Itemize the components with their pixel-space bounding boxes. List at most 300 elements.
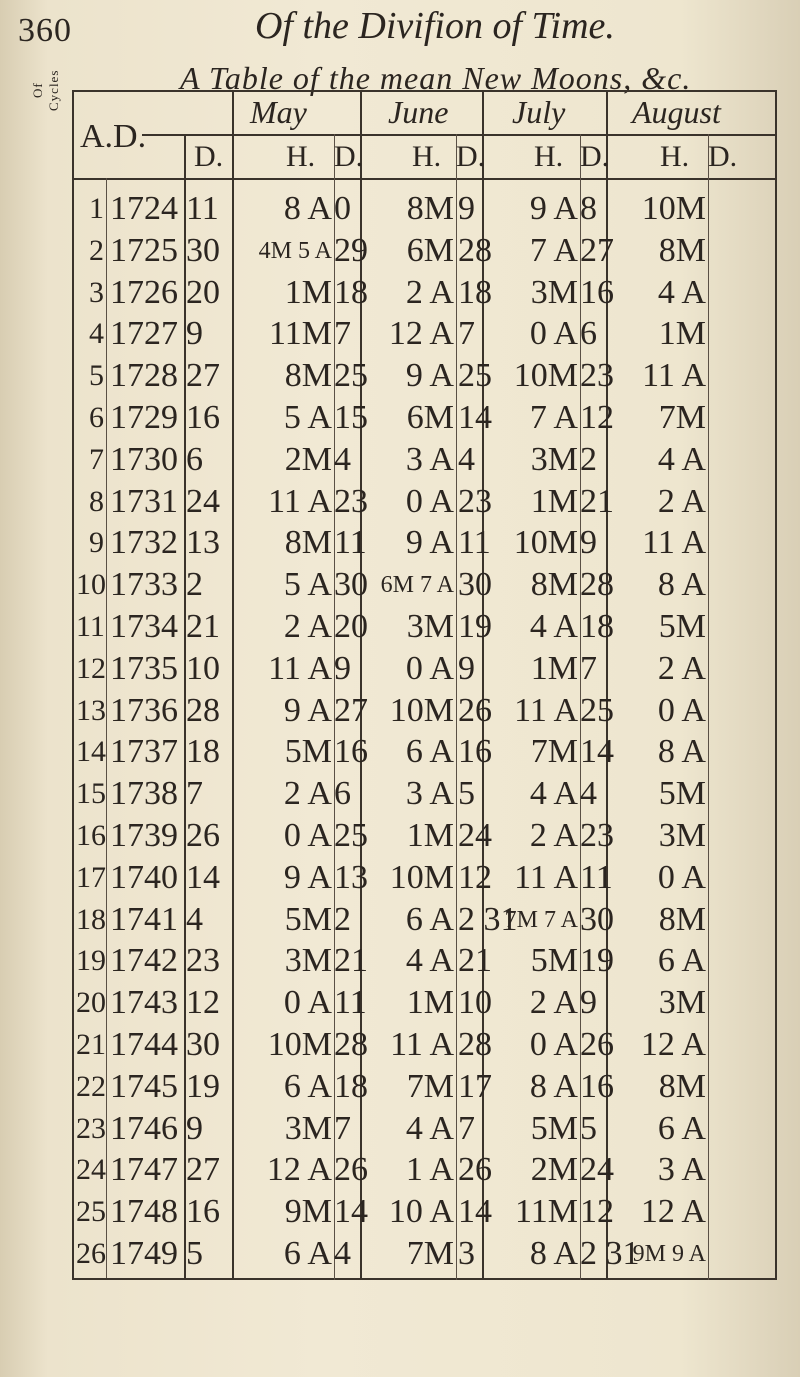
june-hour: 10M	[389, 691, 454, 729]
row-number: 20	[76, 986, 106, 1020]
june-hour: 10M	[389, 858, 454, 896]
year: 1746	[110, 1109, 178, 1147]
row-number: 9	[89, 526, 104, 560]
july-day: 27	[580, 231, 614, 269]
day: 30	[186, 1026, 220, 1063]
may-hour: 3M	[284, 1109, 332, 1147]
year: 1744	[110, 1026, 178, 1063]
june-hour: 6M	[406, 231, 454, 269]
may-day: 21	[334, 942, 368, 980]
may-day: 11	[334, 984, 367, 1022]
row-number: 6	[89, 401, 104, 434]
day: 16	[186, 1193, 220, 1231]
july-day: 28	[580, 566, 614, 604]
row-number: 22	[76, 1069, 106, 1103]
table-row	[72, 938, 777, 984]
day: 9	[186, 1109, 203, 1147]
day: 27	[186, 1151, 220, 1189]
july-day: 9	[580, 524, 597, 562]
may-day: 16	[334, 733, 368, 771]
aug-hour: 8M	[658, 900, 706, 938]
table-row	[72, 646, 777, 692]
june-day: 17	[458, 1067, 492, 1105]
day: 24	[186, 482, 220, 520]
row-number: 4	[89, 317, 104, 351]
july-day: 7	[580, 649, 597, 687]
row-number: 23	[76, 1111, 106, 1145]
year: 1733	[110, 566, 178, 604]
june-day: 10	[458, 984, 492, 1022]
june-hour: 1M	[406, 817, 454, 854]
may-hour: 1M	[284, 273, 332, 311]
july-hour: 11 A	[514, 858, 578, 896]
july-day: 16	[580, 273, 614, 311]
june-hour: 2 A	[405, 273, 454, 311]
june-day: 11	[458, 524, 491, 562]
may-hour: 5 A	[283, 566, 332, 604]
aug-hour: 0 A	[657, 858, 706, 896]
aug-hour: 3M	[658, 984, 706, 1022]
table-row	[72, 1231, 777, 1277]
row-number: 21	[76, 1028, 106, 1061]
year: 1739	[110, 817, 178, 854]
july-day: 19	[580, 942, 614, 980]
may-hour: 2M	[284, 440, 332, 478]
aug-hour: 6 A	[657, 942, 706, 980]
year: 1724	[110, 190, 178, 227]
aug-hour: 5M	[658, 775, 706, 813]
table-row	[72, 729, 777, 775]
aug-hour: 8M	[658, 231, 706, 269]
june-day: 28	[458, 231, 492, 269]
header-august: August	[632, 94, 721, 130]
year: 1728	[110, 357, 178, 395]
july-day: 14	[580, 733, 614, 771]
may-day: 30	[334, 566, 368, 604]
subheader-may-h: H.	[286, 140, 316, 173]
subheader-june-h: H.	[412, 140, 442, 173]
row-number: 15	[76, 777, 106, 811]
june-hour: 0 A	[405, 482, 454, 520]
row-number: 12	[76, 651, 106, 685]
july-day: 9	[580, 984, 597, 1022]
may-hour: 0 A	[283, 817, 332, 854]
july-hour: 2 A	[529, 984, 578, 1022]
june-hour: 9 A	[405, 357, 454, 395]
july-day: 24	[580, 1151, 614, 1189]
may-day: 25	[334, 357, 368, 395]
day: 16	[186, 399, 220, 436]
day: 21	[186, 608, 220, 645]
june-hour: 8M	[406, 190, 454, 227]
header-july: July	[512, 94, 566, 130]
year: 1734	[110, 608, 178, 645]
aug-hour: 12 A	[640, 1026, 706, 1063]
header-may: May	[250, 94, 307, 130]
july-day: 2	[580, 440, 597, 478]
may-day: 4	[334, 1235, 351, 1272]
june-day: 3	[458, 1235, 475, 1272]
may-day: 27	[334, 691, 368, 729]
table-row	[72, 688, 777, 734]
aug-hour: 7M	[658, 399, 706, 436]
july-day: 6	[580, 315, 597, 353]
day: 18	[186, 733, 220, 771]
day: 5	[186, 1235, 203, 1272]
june-hour: 9 A	[405, 524, 454, 562]
moons-table	[72, 90, 777, 1280]
july-hour: 1M	[530, 482, 578, 520]
may-day: 15	[334, 399, 368, 436]
aug-hour: 4 A	[657, 440, 706, 478]
page-number: 360	[18, 12, 72, 49]
table-row	[72, 813, 777, 859]
july-day: 8	[580, 190, 597, 227]
table-row	[72, 395, 777, 441]
may-day: 13	[334, 858, 368, 896]
may-day: 28	[334, 1026, 368, 1063]
may-day: 9	[334, 649, 351, 687]
subheader-aug-d: D.	[708, 140, 738, 173]
july-hour: 7 A	[529, 399, 578, 436]
aug-hour: 8M	[658, 1067, 706, 1105]
table-row	[72, 1064, 777, 1110]
subheader-may-d: D.	[334, 140, 364, 173]
june-hour: 0 A	[405, 649, 454, 687]
june-day: 30	[458, 566, 492, 604]
july-hour: 8 A	[529, 1235, 578, 1272]
june-hour: 6M	[406, 399, 454, 436]
aug-hour: 8 A	[657, 733, 706, 771]
aug-hour: 8 A	[657, 566, 706, 604]
row-number: 3	[89, 275, 104, 309]
table-row	[72, 353, 777, 399]
day: 9	[186, 315, 203, 353]
may-day: 23	[334, 482, 368, 520]
june-day: 2 31	[458, 900, 518, 938]
july-hour: 5M	[530, 942, 578, 980]
may-day: 2	[334, 900, 351, 938]
header-june: June	[388, 94, 449, 130]
row-number: 14	[76, 735, 106, 769]
aug-hour: 2 A	[657, 649, 706, 687]
june-hour: 11 A	[390, 1026, 454, 1063]
june-hour: 3 A	[405, 775, 454, 813]
header-mid-rule	[142, 134, 777, 136]
year: 1727	[110, 315, 178, 353]
may-hour: 9 A	[283, 691, 332, 729]
june-hour: 6 A	[405, 900, 454, 938]
june-day: 23	[458, 482, 492, 520]
july-day: 18	[580, 608, 614, 645]
table-row	[72, 479, 777, 525]
day: 10	[186, 649, 220, 687]
aug-hour: 4 A	[657, 273, 706, 311]
table-row	[72, 1106, 777, 1152]
aug-hour: 6 A	[657, 1109, 706, 1147]
table-row	[72, 562, 777, 608]
june-day: 9	[458, 649, 475, 687]
aug-hour: 10M	[641, 190, 706, 227]
may-hour: 0 A	[283, 984, 332, 1022]
day: 11	[186, 190, 219, 227]
row-number: 13	[76, 693, 106, 727]
july-hour: 11 A	[514, 691, 578, 729]
june-hour: 3 A	[405, 440, 454, 478]
may-day: 26	[334, 1151, 368, 1189]
day: 23	[186, 942, 220, 980]
year: 1726	[110, 273, 178, 311]
may-day: 7	[334, 315, 351, 353]
may-hour: 4M 5 A	[258, 237, 332, 264]
june-day: 14	[458, 399, 492, 436]
june-hour: 1M	[406, 984, 454, 1022]
year: 1731	[110, 482, 178, 520]
may-day: 20	[334, 608, 368, 645]
year: 1735	[110, 649, 178, 687]
july-hour: 2M	[530, 1151, 578, 1189]
july-hour: 7M 7 A	[504, 906, 578, 933]
table-row	[72, 897, 777, 943]
june-day: 5	[458, 775, 475, 813]
day: 6	[186, 440, 203, 478]
july-hour: 4 A	[529, 608, 578, 645]
june-day: 26	[458, 691, 492, 729]
june-day: 18	[458, 273, 492, 311]
june-day: 14	[458, 1193, 492, 1231]
may-day: 11	[334, 524, 367, 562]
row-number: 25	[76, 1195, 106, 1229]
july-hour: 10M	[513, 357, 578, 395]
year: 1743	[110, 984, 178, 1022]
june-hour: 3M	[406, 608, 454, 645]
aug-hour: 0 A	[657, 691, 706, 729]
header-bottom-rule	[72, 178, 777, 180]
row-number: 8	[89, 484, 104, 518]
row-number: 16	[76, 819, 106, 852]
day: 19	[186, 1067, 220, 1105]
year: 1738	[110, 775, 178, 813]
subheader-d: D.	[194, 140, 224, 173]
june-hour: 7M	[406, 1067, 454, 1105]
table-row	[72, 1022, 777, 1068]
june-day: 21	[458, 942, 492, 980]
may-day: 18	[334, 1067, 368, 1105]
may-hour: 9 A	[283, 858, 332, 896]
aug-hour: 1M	[658, 315, 706, 353]
table-row	[72, 311, 777, 357]
june-hour: 7M	[406, 1235, 454, 1272]
year: 1737	[110, 733, 178, 771]
table-row	[72, 228, 777, 274]
june-day: 12	[458, 858, 492, 896]
july-day: 25	[580, 691, 614, 729]
may-day: 0	[334, 190, 351, 227]
july-hour: 9 A	[529, 190, 578, 227]
aug-hour: 11 A	[642, 357, 706, 395]
year: 1729	[110, 399, 178, 436]
aug-hour: 3 A	[657, 1151, 706, 1189]
july-hour: 8M	[530, 566, 578, 604]
june-day: 24	[458, 817, 492, 854]
july-day: 12	[580, 1193, 614, 1231]
may-hour: 11 A	[268, 649, 332, 687]
may-hour: 2 A	[283, 608, 332, 645]
july-hour: 5M	[530, 1109, 578, 1147]
july-hour: 8 A	[529, 1067, 578, 1105]
row-number: 7	[89, 442, 104, 476]
may-hour: 2 A	[283, 775, 332, 813]
day: 12	[186, 984, 220, 1022]
year: 1745	[110, 1067, 178, 1105]
june-hour: 1 A	[405, 1151, 454, 1189]
july-day: 23	[580, 817, 614, 854]
side-label: Of Cycles	[30, 69, 61, 111]
june-day: 9	[458, 190, 475, 227]
row-number: 24	[76, 1153, 106, 1187]
june-day: 7	[458, 1109, 475, 1147]
may-day: 6	[334, 775, 351, 813]
july-day: 11	[580, 858, 613, 896]
june-day: 16	[458, 733, 492, 771]
july-hour: 11M	[515, 1193, 578, 1231]
table-row	[72, 270, 777, 316]
june-day: 19	[458, 608, 492, 645]
may-hour: 11M	[269, 315, 332, 353]
july-hour: 10M	[513, 524, 578, 562]
aug-hour: 12 A	[640, 1193, 706, 1231]
may-hour: 12 A	[266, 1151, 332, 1189]
june-day: 25	[458, 357, 492, 395]
may-hour: 6 A	[283, 1235, 332, 1272]
july-hour: 7M	[530, 733, 578, 771]
year: 1749	[110, 1235, 178, 1272]
aug-hour: 2 A	[657, 482, 706, 520]
row-number: 17	[76, 860, 106, 894]
may-day: 7	[334, 1109, 351, 1147]
subheader-july-d: D.	[580, 140, 610, 173]
table-row	[72, 980, 777, 1026]
year: 1747	[110, 1151, 178, 1189]
table-row	[72, 771, 777, 817]
table-row	[72, 1189, 777, 1235]
july-hour: 0 A	[529, 315, 578, 353]
day: 26	[186, 817, 220, 854]
table-row	[72, 520, 777, 566]
year: 1725	[110, 231, 178, 269]
may-day: 25	[334, 817, 368, 854]
subheader-aug-h: H.	[660, 140, 690, 173]
table-row	[72, 604, 777, 650]
year: 1736	[110, 691, 178, 729]
may-hour: 10M	[267, 1026, 332, 1063]
day: 7	[186, 775, 203, 813]
june-hour: 6M 7 A	[380, 572, 454, 599]
june-hour: 6 A	[405, 733, 454, 771]
june-day: 28	[458, 1026, 492, 1063]
subheader-june-d: D.	[456, 140, 486, 173]
aug-hour: 9M 9 A	[632, 1241, 706, 1267]
july-day: 26	[580, 1026, 614, 1063]
july-hour: 4 A	[529, 775, 578, 813]
day: 20	[186, 273, 220, 311]
table-top-rule	[72, 90, 777, 92]
table-row	[72, 437, 777, 483]
june-hour: 12 A	[388, 315, 454, 353]
table-row	[72, 1147, 777, 1193]
june-day: 4	[458, 440, 475, 478]
subheader-july-h: H.	[534, 140, 564, 173]
header-ad: A.D.	[80, 118, 147, 155]
row-number: 2	[89, 233, 104, 267]
may-hour: 8M	[284, 357, 332, 395]
day: 14	[186, 858, 220, 896]
row-number: 19	[76, 944, 106, 978]
may-hour: 5M	[284, 733, 332, 771]
june-hour: 4 A	[405, 1109, 454, 1147]
year: 1742	[110, 942, 178, 980]
may-hour: 9M	[284, 1193, 332, 1231]
june-day: 26	[458, 1151, 492, 1189]
may-day: 18	[334, 273, 368, 311]
aug-hour: 3M	[658, 817, 706, 854]
table-row	[72, 186, 777, 232]
running-head: Of the Divifion of Time.	[255, 5, 615, 47]
day: 2	[186, 566, 203, 604]
july-hour: 0 A	[529, 1026, 578, 1063]
july-hour: 7 A	[529, 231, 578, 269]
day: 30	[186, 231, 220, 269]
june-hour: 4 A	[405, 942, 454, 980]
aug-hour: 11 A	[642, 524, 706, 562]
july-day: 21	[580, 482, 614, 520]
row-number: 18	[76, 902, 106, 936]
may-hour: 3M	[284, 942, 332, 980]
day: 27	[186, 357, 220, 395]
row-number: 10	[76, 568, 106, 602]
july-hour: 2 A	[529, 817, 578, 854]
july-hour: 3M	[530, 440, 578, 478]
row-number: 11	[76, 610, 105, 643]
year: 1741	[110, 900, 178, 938]
may-day: 4	[334, 440, 351, 478]
row-number: 26	[76, 1237, 106, 1270]
june-hour: 10 A	[388, 1193, 454, 1231]
july-day: 5	[580, 1109, 597, 1147]
aug-hour: 5M	[658, 608, 706, 645]
july-hour: 1M	[530, 649, 578, 687]
table-row	[72, 855, 777, 901]
july-hour: 3M	[530, 273, 578, 311]
day: 13	[186, 524, 220, 562]
may-hour: 6 A	[283, 1067, 332, 1105]
year: 1730	[110, 440, 178, 478]
july-day: 30	[580, 900, 614, 938]
year: 1740	[110, 858, 178, 896]
july-day: 12	[580, 399, 614, 436]
july-day: 2 31	[580, 1235, 640, 1272]
may-day: 14	[334, 1193, 368, 1231]
july-day: 16	[580, 1067, 614, 1105]
may-hour: 5M	[284, 900, 332, 938]
may-day: 29	[334, 231, 368, 269]
year: 1748	[110, 1193, 178, 1231]
july-day: 23	[580, 357, 614, 395]
table-bottom-rule	[72, 1278, 777, 1280]
year: 1732	[110, 524, 178, 562]
row-number: 5	[89, 359, 104, 393]
day: 4	[186, 900, 203, 938]
